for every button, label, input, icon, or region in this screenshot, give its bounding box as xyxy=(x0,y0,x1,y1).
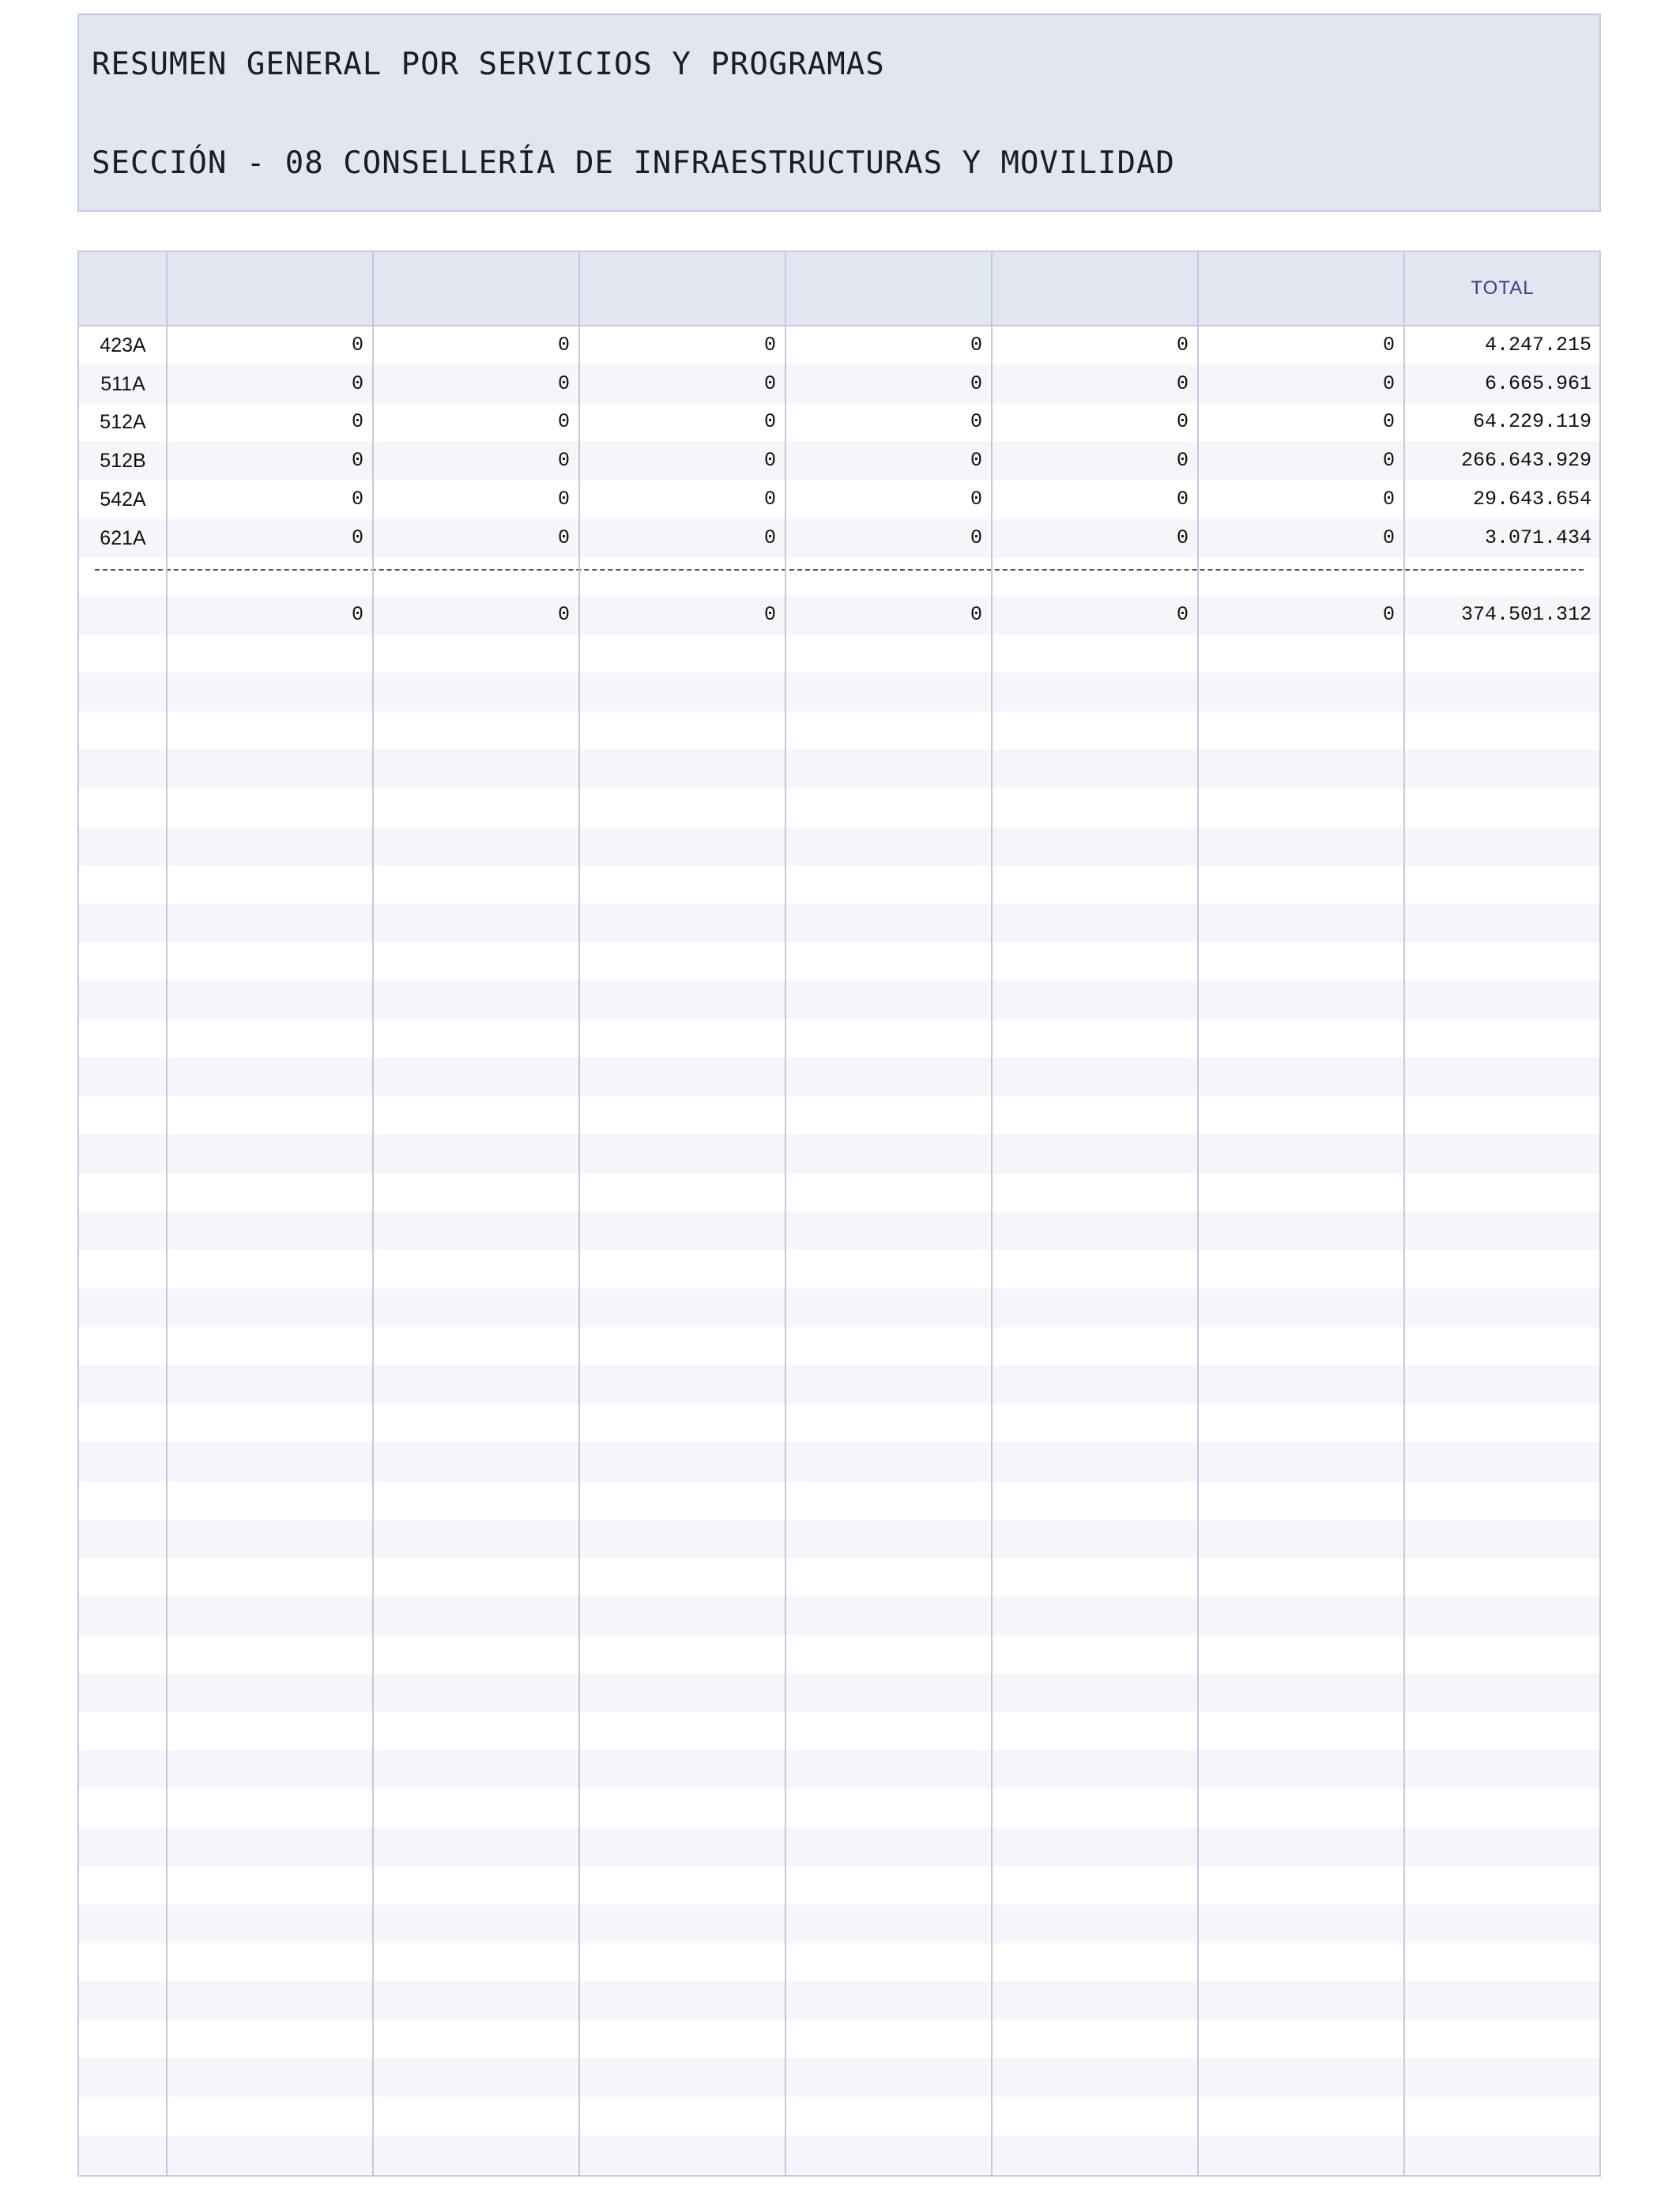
table-row xyxy=(79,403,1599,442)
value-cell: 0 xyxy=(351,334,363,356)
value-cell: 0 xyxy=(1176,371,1188,395)
value-cell: 0 xyxy=(970,371,982,395)
value-cell: 0 xyxy=(557,487,570,511)
value-cell: 0 xyxy=(557,449,570,473)
total-cell: 4.247.215 xyxy=(1484,334,1591,356)
table-row xyxy=(79,442,1599,481)
value-cell: 0 xyxy=(351,449,363,473)
value-cell: 0 xyxy=(763,449,776,473)
value-cell: 0 xyxy=(1176,487,1188,511)
program-code: 512A xyxy=(100,411,146,434)
column-header xyxy=(579,252,785,325)
column-divider xyxy=(1403,252,1405,2175)
program-code: 512B xyxy=(100,450,146,473)
section-title: SECCIÓN - 08 CONSELLERÍA DE INFRAESTRUCTURAS Y MOVILIDAD xyxy=(92,145,1175,181)
value-cell: 0 xyxy=(970,410,982,434)
value-cell: 0 xyxy=(351,371,363,395)
value-cell: 0 xyxy=(1176,602,1188,626)
column-header xyxy=(167,252,373,325)
column-divider xyxy=(372,252,374,2175)
table-row xyxy=(79,326,1599,365)
value-cell: 0 xyxy=(1382,334,1395,356)
value-cell: 0 xyxy=(351,526,363,549)
value-cell: 0 xyxy=(970,334,982,356)
value-cell: 0 xyxy=(557,371,570,395)
table-header xyxy=(79,252,1599,326)
total-cell: 6.665.961 xyxy=(1484,371,1591,395)
value-cell: 0 xyxy=(557,526,570,549)
total-cell: 3.071.434 xyxy=(1484,526,1591,549)
value-cell: 0 xyxy=(970,526,982,549)
value-cell: 0 xyxy=(1176,526,1188,549)
subtotal-separator xyxy=(95,569,1584,571)
program-code: 621A xyxy=(100,526,146,549)
value-cell: 0 xyxy=(970,487,982,511)
value-cell: 0 xyxy=(763,410,776,434)
value-cell: 0 xyxy=(763,526,776,549)
column-divider xyxy=(166,252,168,2175)
total-cell: 29.643.654 xyxy=(1472,487,1591,511)
value-cell: 0 xyxy=(1176,449,1188,473)
value-cell: 0 xyxy=(970,449,982,473)
report-title: RESUMEN GENERAL POR SERVICIOS Y PROGRAMAS xyxy=(92,47,885,82)
value-cell: 0 xyxy=(351,487,363,511)
column-header xyxy=(785,252,992,325)
value-cell: 0 xyxy=(1382,371,1395,395)
program-code xyxy=(79,596,167,635)
value-cell: 0 xyxy=(557,602,570,626)
value-cell: 0 xyxy=(1176,410,1188,434)
value-cell: 0 xyxy=(1382,602,1395,626)
totals-row xyxy=(79,596,1599,635)
column-header xyxy=(992,252,1198,325)
column-header-total: TOTAL xyxy=(1471,277,1535,299)
value-cell: 0 xyxy=(1382,449,1395,473)
program-code: 423A xyxy=(100,334,146,356)
column-divider xyxy=(578,252,580,2175)
table-row xyxy=(79,519,1599,558)
value-cell: 0 xyxy=(970,602,982,626)
value-cell: 0 xyxy=(351,602,363,626)
total-cell: 266.643.929 xyxy=(1460,449,1591,473)
program-code: 511A xyxy=(100,372,145,395)
column-header xyxy=(373,252,579,325)
value-cell: 0 xyxy=(763,487,776,511)
value-cell: 0 xyxy=(351,410,363,434)
value-cell: 0 xyxy=(1382,410,1395,434)
column-divider xyxy=(1197,252,1199,2175)
value-cell: 0 xyxy=(763,371,776,395)
column-header xyxy=(1198,252,1404,325)
value-cell: 0 xyxy=(1382,526,1395,549)
table-row xyxy=(79,481,1599,519)
column-divider xyxy=(785,252,786,2175)
total-cell: 374.501.312 xyxy=(1460,602,1591,626)
summary-table xyxy=(77,251,1601,2177)
value-cell: 0 xyxy=(1176,334,1188,356)
value-cell: 0 xyxy=(557,334,570,356)
value-cell: 0 xyxy=(1382,487,1395,511)
value-cell: 0 xyxy=(763,602,776,626)
value-cell: 0 xyxy=(763,334,776,356)
table-row xyxy=(79,365,1599,404)
value-cell: 0 xyxy=(557,410,570,434)
report-header xyxy=(77,13,1601,212)
program-code: 542A xyxy=(100,488,146,511)
column-divider xyxy=(991,252,993,2175)
column-header xyxy=(79,252,167,325)
total-cell: 64.229.119 xyxy=(1472,410,1591,434)
